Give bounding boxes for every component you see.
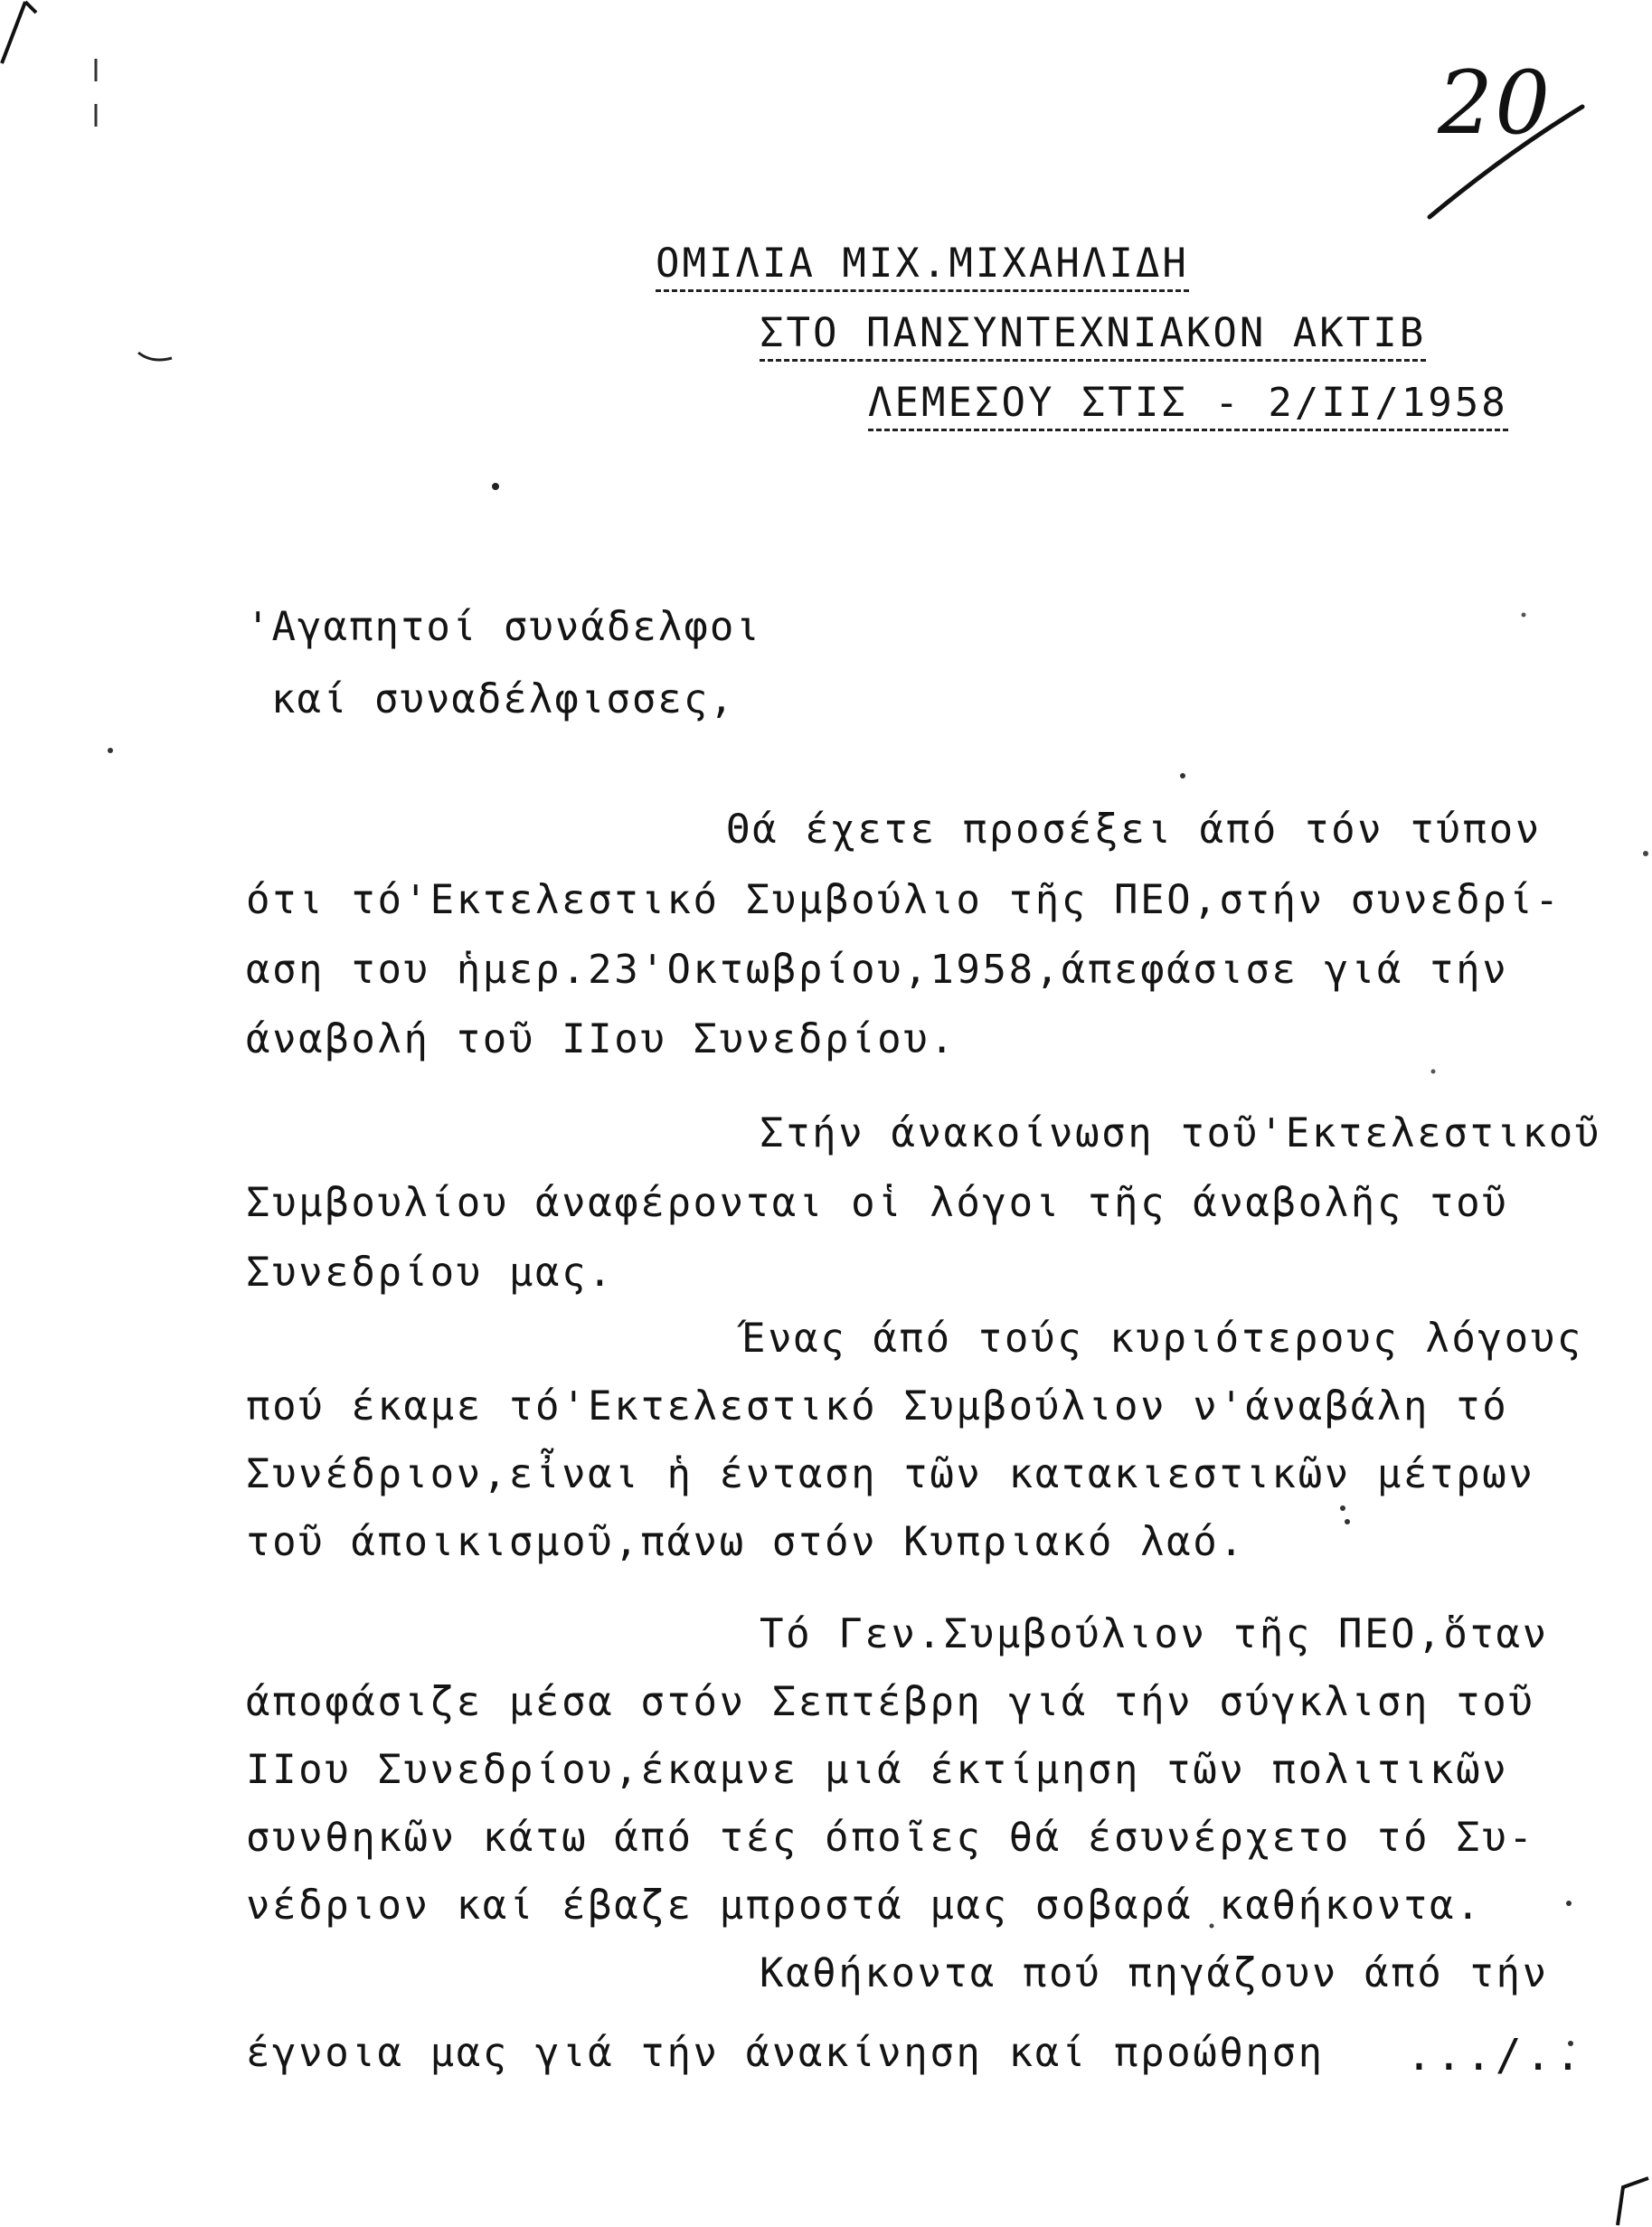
heading-venue-line: ΣΤΟ ΠΑΝΣΥΝΤΕΧΝΙΑΚΟΝ ΑΚΤΙΒ <box>760 312 1426 362</box>
body-line: έγνοια μας γιά τήν άνακίνηση καί προώθηση <box>246 2030 1325 2076</box>
body-line: Συμβουλίου άναφέρονται οἱ λόγοι τῆς άναβολῆς τοῦ <box>246 1180 1509 1226</box>
body-line: Συνέδριον,εἶναι ἡ ένταση τῶν κατακιεστικῶν μέτρων <box>246 1451 1535 1497</box>
heading-date-line: ΛΕΜΕΣΟΥ ΣΤΙΣ - 2/ΙΙ/1958 <box>868 382 1508 431</box>
salutation-line-1: 'Αγαπητοί συνάδελφοι <box>246 604 761 650</box>
body-line: Στήν άνακοίνωση τοῦ'Εκτελεστικοῦ <box>760 1110 1601 1156</box>
body-line: Συνεδρίου μας. <box>246 1250 615 1296</box>
body-line: πού έκαμε τό'Εκτελεστικό Συμβούλιον ν'άναβάλη τό <box>246 1383 1509 1430</box>
body-line: ότι τό'Εκτελεστικό Συμβούλιο τῆς ΠΕΟ,στήν συνεδρί- <box>246 877 1562 923</box>
body-line: τοῦ άποικισμοῦ,πάνω στόν Κυπριακό λαό. <box>246 1519 1246 1565</box>
heading-title-line: ΟΜΙΛΙΑ ΜΙΧ.ΜΙΧΑΗΛΙΔΗ <box>656 242 1189 292</box>
continuation-mark: .../.. <box>1406 2030 1585 2081</box>
page-number: 20 <box>1438 52 1553 154</box>
body-line: άποφάσιζε μέσα στόν Σεπτέβρη γιά τήν σύγκλιση τοῦ <box>246 1679 1535 1725</box>
body-line: συνθηκῶν κάτω άπό τές όποῖες θά έσυνέρχετο τό Συ- <box>246 1815 1535 1861</box>
body-line: ΙΙου Συνεδρίου,έκαμνε μιά έκτίμηση τῶν πολιτικῶν <box>246 1747 1509 1793</box>
body-line: Καθήκοντα πού πηγάζουν άπό τήν <box>760 1950 1549 1996</box>
body-line: Ένας άπό τούς κυριότερους λόγους <box>741 1316 1583 1362</box>
page-number-slash <box>1424 99 1596 226</box>
salutation-line-2: καί συναδέλφισσες, <box>271 676 735 722</box>
body-line: νέδριον καί έβαζε μπροστά μας σοβαρά καθήκοντα. <box>246 1883 1483 1929</box>
body-line: Θά έχετε προσέξει άπό τόν τύπον <box>726 807 1542 853</box>
body-line: άναβολή τοῦ ΙΙου Συνεδρίου. <box>246 1016 957 1062</box>
body-line: Τό Γεν.Συμβούλιον τῆς ΠΕΟ,ὅταν <box>760 1611 1549 1657</box>
body-line: αση του ἡμερ.23'Οκτωβρίου,1958,άπεφάσισε γιά τήν <box>246 947 1509 993</box>
